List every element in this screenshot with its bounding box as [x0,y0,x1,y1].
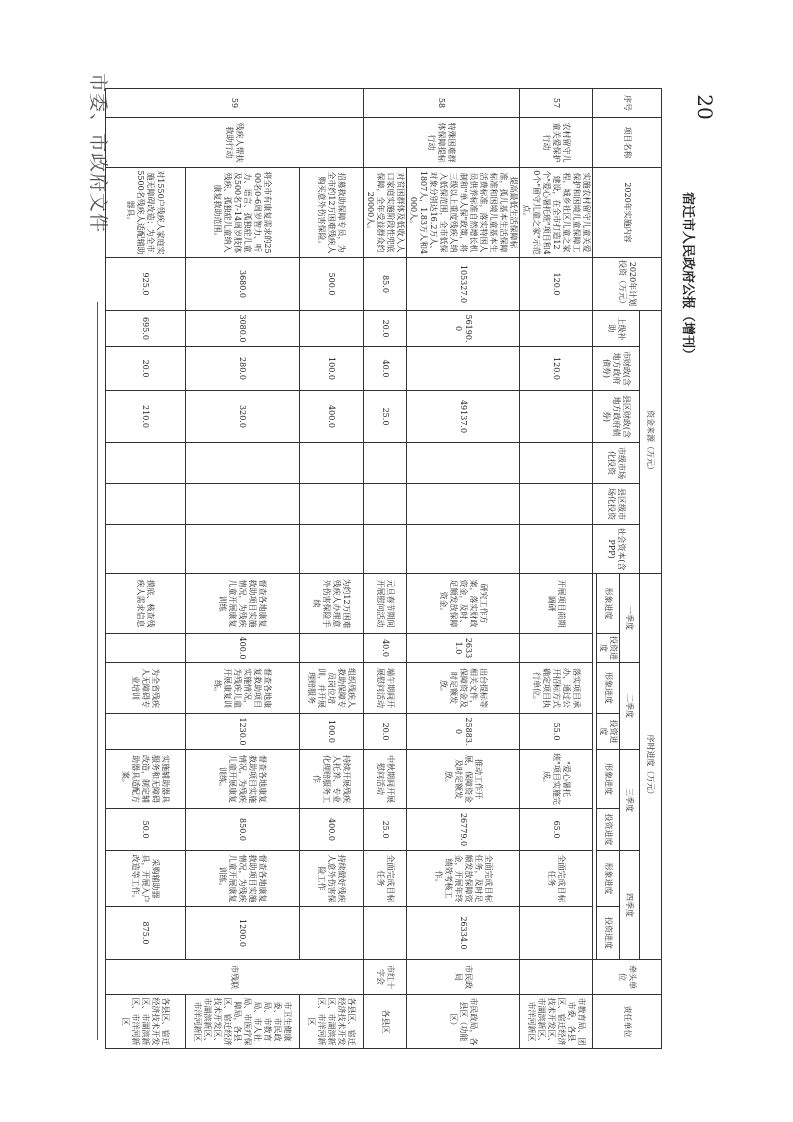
row-q1-image: 摸底、核查残疾人需求信息 [106,574,186,634]
table-row [300,89,364,1049]
row-county-market [520,484,593,525]
row-seq: 59 [106,89,364,118]
row-social [300,525,364,574]
row-q3-invest: 400.0 [300,809,364,851]
row-city-market [106,443,186,484]
row-q2-invest: 1230.0 [186,714,300,750]
row-county: 400.0 [300,391,364,443]
table-row [364,89,407,1049]
header-q3: 三季度 [620,750,640,851]
side-title: 市委、市政府文件 [87,73,109,234]
row-lead: 市红十字会 [364,960,407,995]
row-q4-image: 全面完成目标任务 [364,851,407,907]
row-plan: 925.0 [106,258,186,311]
row-q3-image: "爱心暑托班"项目实施完成。 [520,750,593,809]
row-q4-invest [300,907,364,960]
row-q1-image: 研究工作方案，落实财政资金，及时、足额发放保障资金。 [407,574,520,634]
row-county-market [300,484,364,525]
header-resp-unit: 责任单位 [593,995,662,1049]
row-content: 将全市有康复需求的2500名0-6周岁智力、听力、语言、孤独症儿童及500名7-14周岁肢体残疾、孤独症儿童纳入康复救助范围。 [186,168,300,258]
header-q2-invest: 投资进度 [597,714,620,750]
table-container [114,88,662,1048]
row-q1-invest: 40.0 [364,634,407,663]
row-lead [520,960,593,995]
header-q1-image: 形象进度 [597,574,620,634]
row-social [364,525,407,574]
row-county [520,391,593,443]
row-project: 残疾人帮扶救助行动 [106,118,364,168]
row-social [186,525,300,574]
row-resp: 各县区 [364,995,407,1049]
row-city-market [520,443,593,484]
row-content: 对贫困群体及低收入人口家庭实施阶段性兜底保障，全年受益群众约20000人。 [364,168,407,258]
row-content: 对1550户残疾人家庭实施无障碍改造；为全市5500名残疾人适配辅助器具。 [106,168,186,258]
row-project: 特殊困难群体保障提标行动 [364,118,520,168]
row-plan: 105327.0 [407,258,520,311]
row-county: 320.0 [186,391,300,443]
row-q2-invest: 55.0 [520,714,593,750]
row-upper: 695.0 [106,311,186,347]
row-q4-invest: 1200.0 [186,907,300,960]
row-city: 20.0 [106,347,186,391]
row-q3-invest: 50.0 [106,809,186,851]
row-city: 40.0 [364,347,407,391]
row-social [520,525,593,574]
row-social [106,525,186,574]
row-q2-invest [106,714,186,750]
table-rotated [114,88,662,1048]
row-county: 210.0 [106,391,186,443]
publication-title: 宿迁市人民政府公报（增刊） [680,192,695,362]
row-q2-image: 督查各地康复救助项目实施情况，为残疾儿童开展康复训练。 [186,663,300,714]
row-county: 25.0 [364,391,407,443]
row-q3-invest: 25.0 [364,809,407,851]
header-upper: 上级补助 [593,311,640,347]
row-q4-invest: 875.0 [106,907,186,960]
row-city-market [186,443,300,484]
row-q1-invest: 26331.0 [407,634,520,663]
row-resp: 各县区、宿迁经济技术开发区、市湖滨新区、市洋河新区 [106,995,186,1049]
row-q2-image: 出台提标等相关文件，保障资金及时足额发放。 [407,663,520,714]
row-lead: 市残联 [106,960,364,995]
row-q1-invest [106,634,186,663]
row-q1-invest: 400.0 [186,634,300,663]
table-row [186,89,300,1049]
row-q2-image: 为全省残疾人无障碍专业培训 [106,663,186,714]
row-q4-invest [520,907,593,960]
row-city: 120.0 [520,347,593,391]
row-upper [300,311,364,347]
row-resp: 市教育局、团市委，各县区、宿迁经济技术开发区、市湖滨新区、市洋河新区 [520,995,593,1049]
header-seq: 序号 [593,89,662,118]
row-q3-invest: 26779.0 [407,809,520,851]
row-city-market [364,443,407,484]
row-county-market [364,484,407,525]
row-city-market [300,443,364,484]
row-q3-invest: 65.0 [520,809,593,851]
row-q3-invest: 850.0 [186,809,300,851]
row-q1-invest [520,634,593,663]
row-content: 招募救助保障专员，为全市约12万困难残疾人购买意外伤害保险。 [300,168,364,258]
header-q1-invest: 投资进度 [597,634,620,663]
row-q4-image: 采购辅助器具，开展入户改造等工作。 [106,851,186,907]
header-content: 2020年实施内容 [593,168,662,258]
header-county-fiscal: 县区财政(含地方政府债券) [593,391,640,443]
header-schedule: 序时进度（万元） [640,574,662,960]
row-upper: 56190.0 [407,311,520,347]
row-county: 49137.0 [407,391,520,443]
header-city-fiscal: 市财政(含地方政府债券) [593,347,640,391]
header-q4: 四季度 [620,851,640,960]
row-q1-image: 督查各地康复救助项目实施情况，为残疾儿童开展康复训练 [186,574,300,634]
header-q1: 一季度 [620,574,640,663]
row-q2-image: 落实项目承办，通过公开招标方式确定项目执行单位。 [520,663,593,714]
row-q2-image: 端午期间开展慰问活动 [364,663,407,714]
header-q4-image: 形象进度 [597,851,620,907]
table-row [407,89,520,1049]
row-city: 100.0 [300,347,364,391]
row-social [407,525,520,574]
header-social: 社会资本(含PPP) [593,525,640,574]
page-number: 20 [693,94,717,120]
row-q3-image: 持续开展残疾人托养、专业化理赔服务工作 [300,750,364,809]
row-q3-image: 推动工作开展，保障资金及时足额发放。 [407,750,520,809]
row-q2-invest: 25883.0 [407,714,520,750]
row-seq: 57 [520,89,593,118]
row-city [407,347,520,391]
project-table [105,88,662,1049]
row-q4-invest [364,907,407,960]
row-q1-invest [300,634,364,663]
header-q2-image: 形象进度 [597,663,620,714]
row-q4-image: 全面完成目标任务 [520,851,593,907]
row-q1-image: 开展项目前期调研 [520,574,593,634]
row-q4-image: 督查各地康复救助项目实施情况，为残疾儿童开展康复训练。 [186,851,300,907]
header-q2: 二季度 [620,663,640,750]
row-q1-image: 为约12万困难残疾人办理意外伤害保险手续 [300,574,364,634]
table-row [520,89,593,1049]
header-lead-unit: 牵头单位 [593,960,662,995]
row-q4-image: 持续做好残疾人意外伤害保险工作 [300,851,364,907]
row-county-market [106,484,186,525]
header-spacer [593,574,597,960]
row-plan: 500.0 [300,258,364,311]
row-q3-image: 中秋期间开展慰问活动 [364,750,407,809]
row-plan: 85.0 [364,258,407,311]
table-row [106,89,186,1049]
header-project: 项目名称 [593,118,662,168]
row-q1-image: 元旦春节期间开展慰问活动 [364,574,407,634]
row-content: 实施农村留守儿童关爱保护和困境儿童保障工程，城乡社区儿童之家建设，在全市打造12个"爱心暑托班"项目和40个"留守儿童之家"示范点。 [520,168,593,258]
header-city-market: 市级市场化投资 [593,443,640,484]
row-city: 280.0 [186,347,300,391]
row-city-market [407,443,520,484]
row-lead: 市民政局 [407,960,520,995]
header-q4-invest: 投资进度 [597,907,620,960]
header-fund-source: 资金来源（万元） [640,311,662,574]
row-plan: 3680.0 [186,258,300,311]
row-q3-image: 实施辅助器具服务和无障碍改造，制定辅助器具适配方案。 [106,750,186,809]
header-county-market: 县区级市场化投资 [593,484,640,525]
row-q2-invest: 20.0 [364,714,407,750]
row-q2-invest: 100.0 [300,714,364,750]
row-upper: 20.0 [364,311,407,347]
header-plan-invest: 2020年计划投资（万元） [593,258,662,311]
row-project: 农村留守儿童关爱保护行动 [520,118,593,168]
row-q4-invest: 26334.0 [407,907,520,960]
row-seq: 58 [364,89,520,118]
row-upper [520,311,593,347]
header-q3-image: 形象进度 [597,750,620,809]
row-resp: 市民政局，各县区（功能区） [407,995,520,1049]
row-county-market [407,484,520,525]
row-resp: 市卫生健康委、市民政局、市教育局、市人社局、市医疗保障局，各县区、宿迁经济技术开发区、市湖滨新区、市洋河新区 [186,995,300,1049]
side-rule [97,302,98,1040]
row-resp: 各县区、宿迁经济技术开发区、市湖滨新区、市洋河新区 [300,995,364,1049]
row-upper: 3080.0 [186,311,300,347]
header-q3-invest: 投资进度 [597,809,620,851]
row-q2-image: 组织残疾人救助保障专员岗位培训，并开展理赔服务 [300,663,364,714]
row-county-market [186,484,300,525]
row-content: 提高最低生活保障标准，孤儿基本生活保障标准和困境儿童基本生活费标准，落实特困人员供养标准自然增长机制和"单人保"政策，将三级以上重度残疾人纳入低保范围，全市低保对象分别达16.2万人、1807人，1.83万人和4000人。 [407,168,520,258]
row-plan: 120.0 [520,258,593,311]
page-footer [668,90,728,1040]
row-q3-image: 督查各地康复救助项目实施情况，为残疾儿童开展康复训练。 [186,750,300,809]
row-q4-image: 全面完成目标任务，及时足额发放保障资金，开展年终绩效考核工作。 [407,851,520,907]
